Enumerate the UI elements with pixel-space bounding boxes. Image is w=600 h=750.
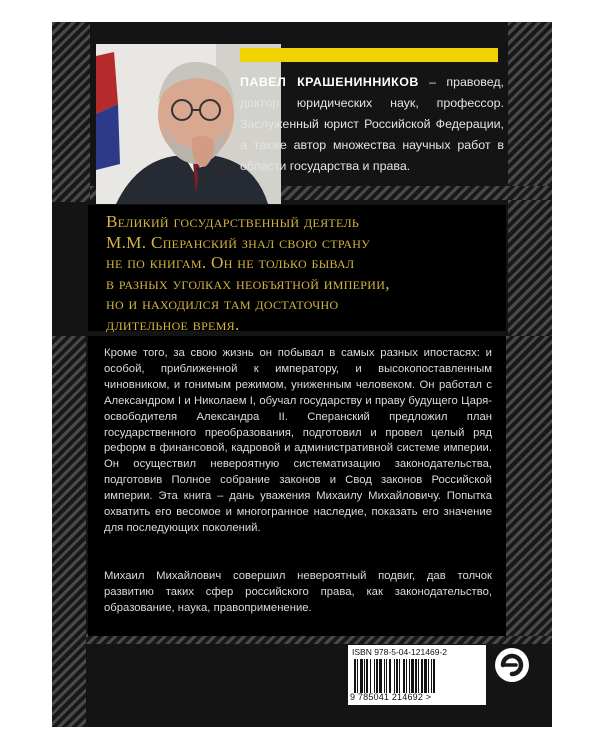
description-paragraph-1: Кроме того, за свою жизнь он побывал в самых разных ипостасях: и особой, приближенной к императору, и высокопоставленным чиновником, и гонимым режимом, униженным человеком. Он работал с Александром I и Николаем I, обучал государству и праву будущего Царя-освободителя Александра II. Сперанский предложил план государственного преобразования, подготовил и провел целый ряд реформ в финансовой, кадровой и административной системе империи. Он осуществил невероятную систематизацию законодательства, подготовив Полное собрание законов и Свод законов Российской империи. Эта книга – дань уважения Михаилу Михайловичу. Попытка охватить его весомое и многогранное наследие, показать его значение для последующих поколений. [104, 347, 492, 534]
barcode-icon [352, 659, 482, 693]
right-top-stripe [508, 22, 552, 187]
description-paragraph-2: Михаил Михайлович совершил невероятный подвиг, дав толчок развитию таких сфер российского права, как законодательство, образование, наука, правоприменение. [104, 570, 492, 614]
eksmo-logo-icon [494, 647, 530, 683]
quote-line: Великий государственный деятель [106, 212, 360, 231]
quote-line: в разных уголках необъятной империи, [106, 273, 390, 293]
isbn-label: ISBN 978-5-04-121469-2 [352, 647, 447, 657]
left-top-stripe [52, 22, 90, 202]
right-quote-stripe [508, 200, 552, 336]
author-bio-text: – правовед, доктор юридических наук, профессор. Заслуженный юрист Российской Федерации, а также автор множества научных работ в области государства и права. [240, 75, 504, 173]
quote-line: не по книгам. Он не только бывал [106, 253, 355, 273]
author-name: ПАВЕЛ КРАШЕНИННИКОВ [240, 75, 419, 89]
quote-line: М.М. Сперанский знал свою страну [106, 232, 371, 252]
accent-bar [240, 48, 498, 62]
barcode-digits: 9 785041 214692 > [350, 692, 432, 702]
pull-quote [106, 212, 470, 336]
book-back-cover [52, 22, 552, 727]
quote-line: но и находился там достаточно [106, 294, 339, 314]
left-lower-stripe [52, 336, 86, 727]
right-lower-stripe [506, 336, 552, 636]
quote-line: длительное время. [106, 314, 240, 334]
author-bio [240, 72, 504, 177]
barcode-panel [348, 645, 486, 705]
